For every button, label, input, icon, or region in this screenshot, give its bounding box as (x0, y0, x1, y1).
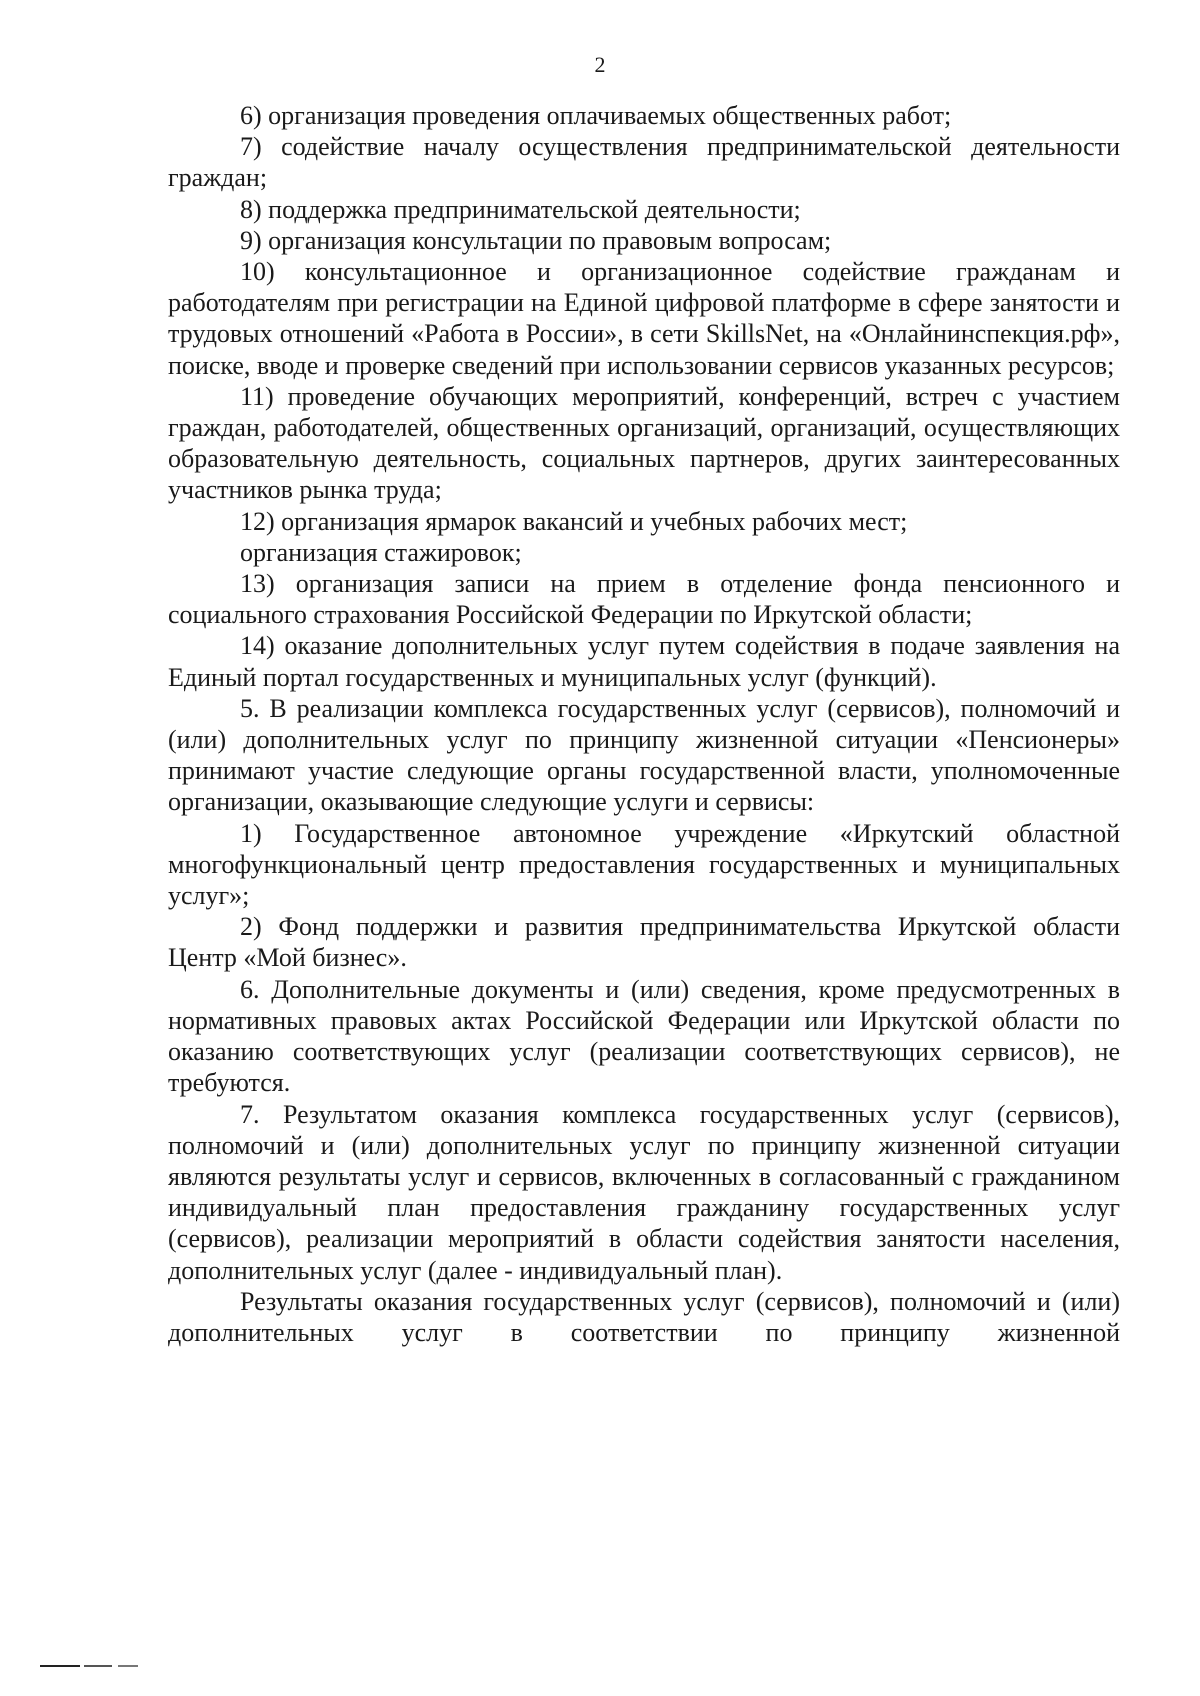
paragraph-item-9: 9) организация консультации по правовым вопросам; (240, 225, 832, 255)
paragraph-item-11: 11) проведение обучающих мероприятий, конференций, встреч с участием граждан, работодателей, общественных организаций, организаций, осуществляющих образовательную деятельность, социальных партнеров, других заинтересованных участников рынка труда; (168, 381, 1120, 505)
scan-artifact-mark (40, 1665, 80, 1667)
paragraph-item-7: 7) содействие началу осуществления предпринимательской деятельности граждан; (168, 132, 1120, 193)
paragraph-section-5-item-2: 2) Фонд поддержки и развития предпринимательства Иркутской области Центр «Мой бизнес». (168, 912, 1120, 973)
paragraph-item-8: 8) поддержка предпринимательской деятельности; (240, 194, 801, 224)
paragraph-section-5: 5. В реализации комплекса государственных услуг (сервисов), полномочий и (или) дополнительных услуг по принципу жизненной ситуации «Пенсионеры» принимают участие следующие органы государственной власти, уполномоченные организации, оказывающие следующие услуги и сервисы: (168, 693, 1120, 817)
paragraph-internships: организация стажировок; (240, 537, 522, 567)
paragraph-item-14: 14) оказание дополнительных услуг путем содействия в подаче заявления на Единый портал государственных и муниципальных услуг (функций). (168, 631, 1120, 692)
document-body (168, 100, 1120, 1348)
scan-artifact-mark (84, 1665, 112, 1667)
paragraph-section-5-item-1: 1) Государственное автономное учреждение «Иркутский областной многофункциональный центр предоставления государственных и муниципальных услуг»; (168, 818, 1120, 911)
paragraph-item-13: 13) организация записи на прием в отделение фонда пенсионного и социального страхования Российской Федерации по Иркутской области; (168, 569, 1120, 630)
paragraph-item-10: 10) консультационное и организационное содействие гражданам и работодателям при регистрации на Единой цифровой платформе в сфере занятости и трудовых отношений «Работа в России», в сети SkillsNet, на «Онлайнинспекция.рф», поиске, вводе и проверке сведений при использовании сервисов указанных ресурсов; (168, 257, 1120, 380)
paragraph-results: Результаты оказания государственных услуг (сервисов), полномочий и (или) дополнительных услуг в соответствии по принципу жизненной (168, 1286, 1120, 1347)
paragraph-section-6: 6. Дополнительные документы и (или) сведения, кроме предусмотренных в нормативных правовых актах Российской Федерации или Иркутской области по оказанию соответствующих услуг (реализации соответствующих сервисов), не требуются. (168, 974, 1120, 1098)
paragraph-item-6: 6) организация проведения оплачиваемых общественных работ; (240, 101, 952, 130)
scan-artifact-mark (118, 1665, 138, 1667)
paragraph-section-7: 7. Результатом оказания комплекса государственных услуг (сервисов), полномочий и (или) дополнительных услуг по принципу жизненной ситуации являются результаты услуг и сервисов, включенных в согласованный с гражданином индивидуальный план предоставления гражданину государственных услуг (сервисов), реализации мероприятий в области содействия занятости населения, дополнительных услуг (далее - индивидуальный план). (168, 1099, 1120, 1285)
paragraph-item-12: 12) организация ярмарок вакансий и учебных рабочих мест; (240, 506, 908, 536)
page-number: 2 (594, 52, 606, 77)
